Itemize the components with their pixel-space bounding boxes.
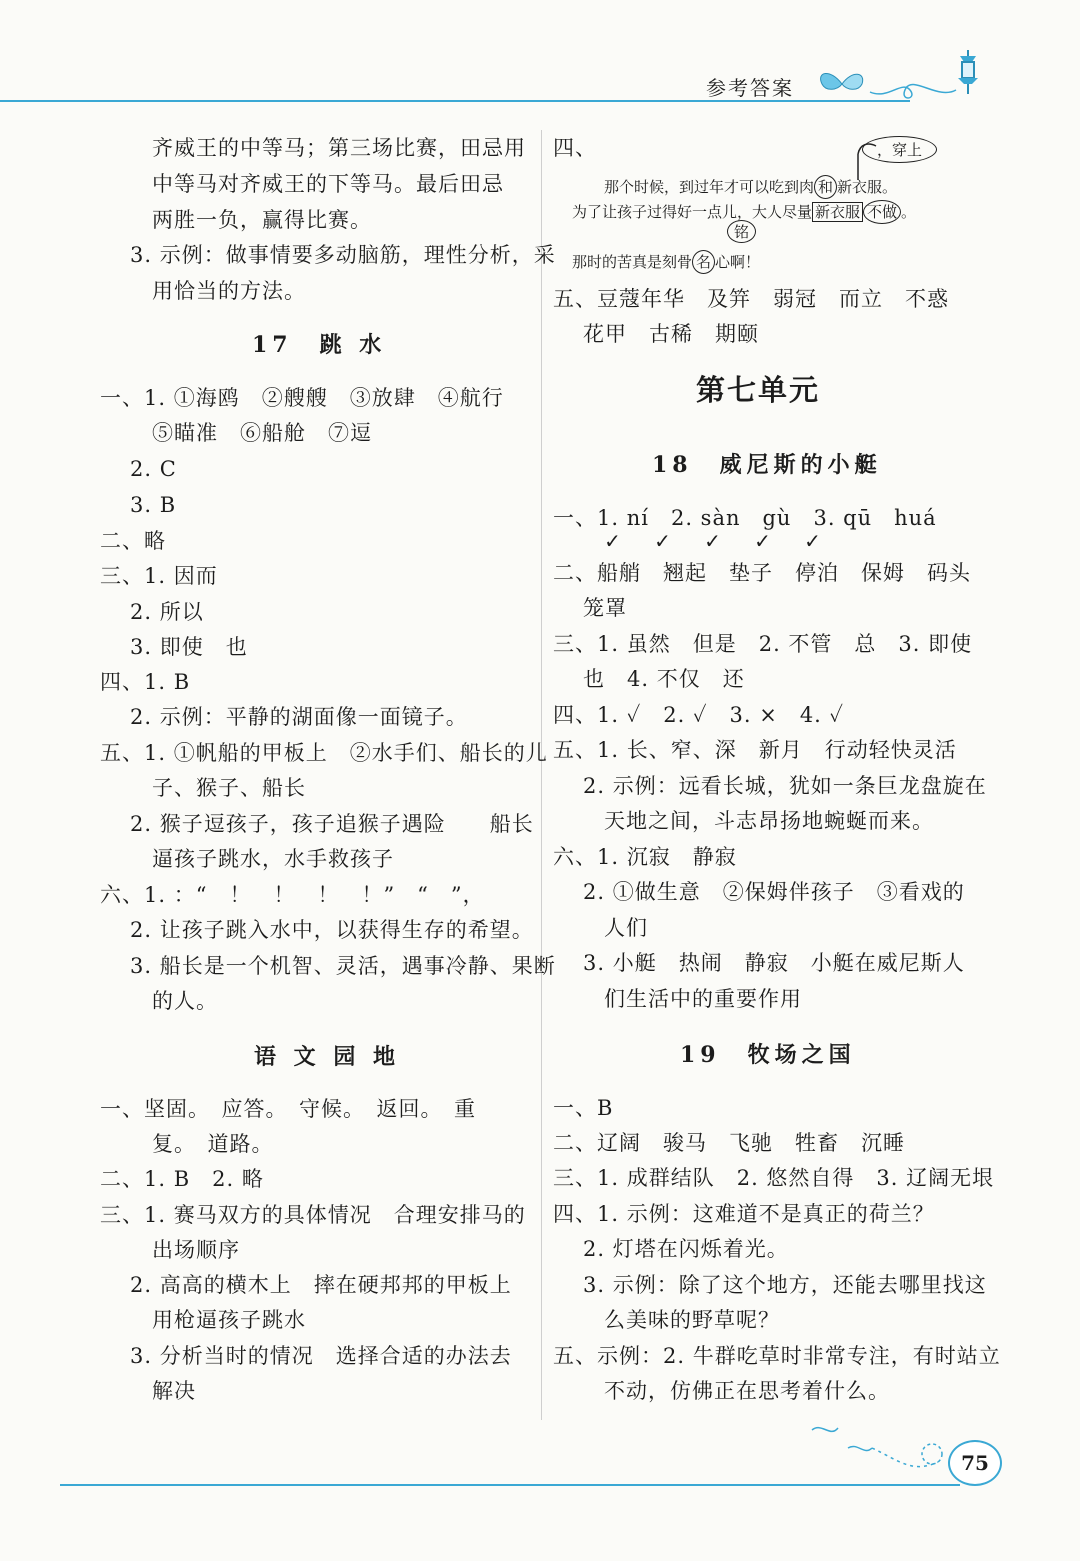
answer-line: 3. 示例：做事情要多动脑筋，理性分析，采 <box>130 243 556 267</box>
answer-line: 3. 船长是一个机智、灵活，遇事冷静、果断 <box>130 954 556 978</box>
edit-text: 。 <box>901 203 917 221</box>
answer-line: 三、1. 赛马双方的具体情况 合理安排马的 <box>100 1203 526 1227</box>
answer-line: 逼孩子跳水，水手救孩子 <box>152 847 394 871</box>
answer-line: ⑤瞄准 ⑥船舱 ⑦逗 <box>152 421 372 445</box>
page-number-badge <box>948 1440 1002 1486</box>
answer-line: 二、辽阔 骏马 飞驰 牲畜 沉睡 <box>553 1131 905 1155</box>
answer-line: 六、1. ：“ ！ ！ ！ ！” “ ”， <box>100 883 485 907</box>
answer-line: 一、1. ①海鸥 ②艘艘 ③放肆 ④航行 <box>100 386 504 410</box>
answer-line: 二、略 <box>100 529 166 553</box>
edit-text: 心啊！ <box>715 253 761 271</box>
answer-line: 中等马对齐威王的下等马。最后田忌 <box>152 172 504 196</box>
answer-line: 不动，仿佛正在思考着什么。 <box>604 1379 890 1403</box>
insert-note <box>862 136 937 163</box>
column-divider <box>541 130 542 1420</box>
section-title-17: 17 跳 水 <box>252 332 387 358</box>
circled-word: 和 <box>814 175 837 199</box>
answer-line: 五、示例：2. 牛群吃草时非常专注，有时站立 <box>553 1344 1001 1368</box>
answer-line: 2. 让孩子跳入水中，以获得生存的希望。 <box>130 918 534 942</box>
answer-line: 三、1. 因而 <box>100 564 218 588</box>
answer-line: 五、1. ①帆船的甲板上 ②水手们、船长的儿 <box>100 741 548 765</box>
answer-line: 二、船艄 翘起 垫子 停泊 保姆 码头 <box>553 561 971 585</box>
answer-line: 么美味的野草呢？ <box>604 1308 780 1332</box>
answer-line: 一、1. ní 2. sàn gù 3. qū huá <box>553 506 937 530</box>
answer-line: 二、1. B 2. 略 <box>100 1167 264 1191</box>
edit-text: 新衣服。 <box>837 178 898 196</box>
boxed-word: 新衣服 <box>812 202 863 222</box>
footer-rule <box>60 1484 960 1486</box>
answer-line: 解决 <box>152 1379 196 1403</box>
answer-line: 四、1. ✓ 2. ✓ 3. × 4. ✓ <box>553 703 845 727</box>
answer-line: 四、1. B <box>100 670 191 694</box>
page-number: 75 <box>961 1451 989 1475</box>
answer-line: 的人。 <box>152 989 218 1013</box>
insert-note-text: ，穿上 <box>877 141 923 159</box>
answer-line: 花甲 古稀 期颐 <box>583 322 759 346</box>
answer-line: 人们 <box>604 916 648 940</box>
section-title-19: 19 牧场之国 <box>680 1042 856 1068</box>
answer-line: 3. 即使 也 <box>130 635 248 659</box>
tick-row <box>588 526 838 556</box>
section-title-18: 18 威尼斯的小艇 <box>652 452 882 478</box>
answer-line: 五、豆蔻年华 及笄 弱冠 而立 不惑 <box>553 287 949 311</box>
answer-line: 笼罩 <box>583 596 627 620</box>
answer-line: 一、B <box>553 1096 614 1120</box>
section-title-ywyd: 语 文 园 地 <box>254 1044 400 1070</box>
answer-line: 2. ①做生意 ②保姆伴孩子 ③看戏的 <box>583 880 965 904</box>
answer-line: 子、猴子、船长 <box>152 776 306 800</box>
answer-line: 三、1. 虽然 但是 2. 不管 总 3. 即使 <box>553 632 973 656</box>
answer-line: 2. C <box>130 457 177 481</box>
circled-word: 名 <box>692 250 715 274</box>
answer-line: 2. 示例：平静的湖面像一面镜子。 <box>130 705 468 729</box>
butterfly-icon <box>812 62 872 102</box>
answer-line: 3. B <box>130 493 177 517</box>
answer-line: 四、1. 示例：这难道不是真正的荷兰？ <box>553 1202 935 1226</box>
edit-text: 那个时候，到过年才可以吃到肉 <box>604 178 815 196</box>
check-mark-icon: ✓ <box>754 529 772 553</box>
edit-text: 那时的苦真是刻骨 <box>572 253 693 271</box>
answer-line: 齐威王的中等马；第三场比赛，田忌用 <box>152 136 526 160</box>
circled-word: 不做 <box>863 200 901 224</box>
answer-line: 也 4. 不仅 还 <box>583 667 745 691</box>
lamp-icon <box>950 48 986 98</box>
correction-note <box>727 220 756 243</box>
answer-line: 一、坚固。 应答。 守候。 返回。 重 <box>100 1097 476 1121</box>
answer-line: 2. 示例：远看长城，犹如一条巨龙盘旋在 <box>583 774 987 798</box>
answer-line: 3. 小艇 热闹 静寂 小艇在威尼斯人 <box>583 951 965 975</box>
edit-line-3 <box>572 250 760 274</box>
answer-line: 出场顺序 <box>152 1238 240 1262</box>
answer-line: 三、1. 成群结队 2. 悠然自得 3. 辽阔无垠 <box>553 1166 995 1190</box>
answer-line: 2. 所以 <box>130 600 204 624</box>
answer-line: 3. 分析当时的情况 选择合适的办法去 <box>130 1344 512 1368</box>
correction-text: 铭 <box>734 223 750 241</box>
edit-text: 为了让孩子过得好一点儿，大人尽量 <box>572 203 813 221</box>
header-title: 参考答案 <box>706 76 794 100</box>
swirl-vine-icon <box>868 70 958 104</box>
answer-line: 用恰当的方法。 <box>152 279 306 303</box>
answer-line: 3. 示例：除了这个地方，还能去哪里找这 <box>583 1273 987 1297</box>
answer-line: 用枪逼孩子跳水 <box>152 1308 306 1332</box>
answer-line: 两胜一负，赢得比赛。 <box>152 208 372 232</box>
edit-line-1 <box>604 175 897 199</box>
answer-line: 复。 道路。 <box>152 1132 274 1156</box>
check-mark-icon: ✓ <box>604 529 622 553</box>
answer-line: 2. 高高的横木上 摔在硬邦邦的甲板上 <box>130 1273 512 1297</box>
answer-line: 四、 <box>553 136 597 160</box>
check-mark-icon: ✓ <box>804 529 822 553</box>
unit-title: 第七单元 <box>696 373 821 407</box>
footer-swirl-icon <box>808 1418 958 1478</box>
answer-line: 六、1. 沉寂 静寂 <box>553 845 737 869</box>
answer-line: 2. 灯塔在闪烁着光。 <box>583 1237 789 1261</box>
answer-line: 们生活中的重要作用 <box>604 987 802 1011</box>
answer-line: 天地之间，斗志昂扬地蜿蜒而来。 <box>604 809 934 833</box>
answer-line: 2. 猴子逗孩子，孩子追猴子遇险 船长 <box>130 812 534 836</box>
check-mark-icon: ✓ <box>654 529 672 553</box>
answer-line: 五、1. 长、窄、深 新月 行动轻快灵活 <box>553 738 957 762</box>
check-mark-icon: ✓ <box>704 529 722 553</box>
